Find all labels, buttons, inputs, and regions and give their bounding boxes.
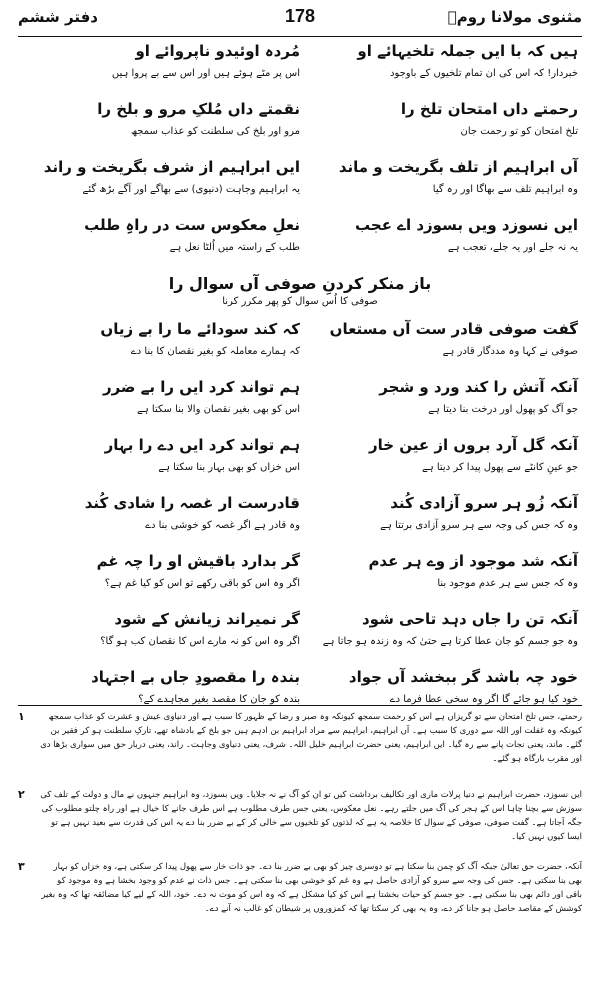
- footnote-divider: [18, 705, 582, 706]
- verse-first-hemistich: رحمتے داں امتحان تلخ را: [400, 100, 578, 118]
- footnote-number: ۳: [18, 860, 25, 873]
- verse-first-hemistich: ایں نسوزد ویں بسوزد اے عجب: [355, 216, 578, 234]
- translation-first: تلخ امتحان کو تو رحمت جان: [460, 126, 578, 137]
- verse-first-hemistich: آنکہ آتش را کند ورد و شجر: [379, 378, 578, 396]
- translation-first: وہ کہ جس سے ہر عدم موجود بنا: [437, 578, 578, 589]
- couplet: [22, 492, 578, 550]
- footnote-number: ۲: [18, 788, 25, 801]
- translation-second: مرو اور بلخ کی سلطنت کو عذاب سمجھ: [130, 126, 300, 137]
- header-divider: [18, 36, 582, 37]
- verse-first-hemistich: آنکہ شد موجود از وے ہر عدم: [368, 552, 578, 570]
- translation-second: یہ ابراہیم وجاہت (دنیوی) سے بھاگے اور آگے بڑھ گئے: [82, 184, 300, 195]
- verse-second-hemistich: قادرست ار غصہ را شادی کُند: [84, 494, 300, 512]
- translation-second: طلب کے راستہ میں اُلٹا نعل ہے: [169, 242, 300, 253]
- couplet: [22, 550, 578, 608]
- footnote: [18, 788, 582, 844]
- verse-first-hemistich: خود چہ باشد گر ببخشد آں جواد: [348, 668, 578, 686]
- translation-second: اس کو بھی بغیر نقصان والا بنا سکتا ہے: [137, 404, 300, 415]
- translation-first: خود کیا ہو جائے گا اگر وہ سخی عطا فرما دے: [389, 694, 578, 705]
- verse-second-hemistich: نقمتے داں مُلکِ مرو و بلخ را: [97, 100, 300, 118]
- translation-second: اس خزاں کو بھی بہار بنا سکتا ہے: [158, 462, 300, 473]
- verse-first-hemistich: آں ابراہیم از تلف بگریخت و ماند: [338, 158, 578, 176]
- translation-first: وہ کہ جس کی وجہ سے ہر سرو آزادی برتتا ہے: [380, 520, 578, 531]
- page-header: [18, 4, 582, 34]
- verse-first-hemistich: آنکہ زُو ہر سرو آزادی کُند: [390, 494, 578, 512]
- verse-section: [22, 40, 578, 704]
- couplet: [22, 434, 578, 492]
- volume-title: دفتر ششم: [18, 8, 98, 26]
- translation-second: اگر وہ اس کو نہ مارے اس کا نقصان کب ہو گا؟: [100, 636, 300, 647]
- verse-second-hemistich: بندہ را مقصودِ جاں بے اجتہاد: [91, 668, 300, 686]
- book-title: مثنوی مولانا رومؒ: [447, 8, 582, 26]
- footnote-number: ۱: [18, 710, 25, 723]
- couplet: [22, 376, 578, 434]
- translation-first: وہ ابراہیم تلف سے بھاگا اور رہ گیا: [432, 184, 578, 195]
- verse-second-hemistich: مُردہ اوئیدو ناپروائے او: [135, 42, 300, 60]
- translation-second: اگر وہ اس کو باقی رکھے تو اس کو کیا غم ہے؟: [104, 578, 300, 589]
- verse-second-hemistich: نعلِ معکوس ست در راہِ طلب: [84, 216, 300, 234]
- couplet: [22, 608, 578, 666]
- couplet: [22, 40, 578, 98]
- footnote-text: آنکہ، حضرت حق تعالیٰ جبکہ آگ کو چمن بنا سکتا ہے تو دوسری چیز کو بھی بے ضرر بنا دے۔ جو ذات خار سے پھول پیدا کر سکتی ہے، وہ خزاں کو بہار بھی بنا سکتی ہے۔ جس کی وجہ سے سرو کو آزادی حاصل ہے وہ غم کو خوشی بھی بنا سکتی ہے۔ جس ذات نے عدم کو وجود بخشا ہے وہ موجود کو باقی اور دائم بھی بنا سکتی ہے۔ جو جسم کو حیات بخشتا ہے اس کو کیا مشکل ہے کہ وہ اس کو موت نہ دے۔ خود، اللہ کے لیے کیا مضائقہ تھا کہ وہ بغیر کوشش کے مقاصد حاصل ہو جانا کر دے، وہ یہ بھی کر سکتا تھا کہ کمزوروں پر شیطان کو غالب نہ آنے دے۔: [41, 862, 582, 914]
- footnote: [18, 860, 582, 916]
- couplet: [22, 156, 578, 214]
- footnote-text: ایں نسوزد، حضرت ابراہیم نے دنیا پرلات ماری اور تکالیف برداشت کیں تو ان کو آگ نے نہ جلایا۔ ویں بسوزد، وہ ابراہیم جنہوں نے مال و دولت کے تلف کی سوزش سے بچنا چاہا اس کے ہجر کی آگ میں جلتے رہے۔ نعل معکوس، یعنی جس طرف مطلوب ہے اس طرف جانے کا خیال ہے اور راہ چلتو مطلوب کی جگہ آجاتا ہے۔ گفت صوفی، صوفی کے سوال کا خلاصہ یہ ہے کہ لذتوں کو تلخیوں سے خالی کر کے بے ضرر بنا دے یہ اس کی قدرت سے بعید نہیں ہے تو ایسا کیوں نہیں کیا۔: [40, 790, 582, 842]
- translation-second: بندہ کو جان کا مقصد بغیر مجاہدے کے؟: [138, 694, 300, 705]
- translation-second: وہ قادر ہے اگر غصہ کو خوشی بنا دے: [145, 520, 300, 531]
- verse-second-hemistich: ہم تواند کرد ایں دے را بہار: [104, 436, 300, 454]
- verse-first-hemistich: ہیں کہ با ایں جملہ تلخیہائے او: [357, 42, 578, 60]
- footnote: [18, 710, 582, 766]
- translation-first: جو عینِ کانٹے سے پھول پیدا کر دیتا ہے: [421, 462, 578, 473]
- translation-first: جو آگ کو پھول اور درخت بنا دیتا ہے: [428, 404, 578, 415]
- verse-first-hemistich: آنکہ تن را جاں دہد تاحی شود: [361, 610, 578, 628]
- translation-first: صوفی نے کہا وہ مددگار قادر ہے: [442, 346, 578, 357]
- verse-second-hemistich: ایں ابراہیم از شرف بگریخت و راند: [43, 158, 300, 176]
- verse-second-hemistich: کہ کند سودائے ما را بے زیاں: [100, 320, 300, 338]
- footnote-text: رحمتے، جس تلخ امتحان سے تو گریزاں ہے اس کو رحمت سمجھ کیونکہ وہ صبر و رضا کے ظہور کا سبب ہے اور دنیاوی عیش و عشرت کو عذاب سمجھ کیونکہ وہ غفلت اور اللہ سے دوری کا سبب ہے۔ آں ابراہیم، ابراہیم سے مراد ابراہیم بن ادہم ہیں جو بلخ کے بادشاہ تھے، تارکِ سلطنت ہو کر فقیر بن گئے۔ ماند، یعنی نجات پانے سے رہ گیا۔ ایں ابراہیم، یعنی حضرت ابراہیم خلیل اللہ۔ شرف، یعنی دنیاوی وجاہت۔ راند، یعنی دربار حق میں سواری بڑھا دی اور مقرب بارگاہ ہو گئے۔: [40, 712, 582, 764]
- couplet: [22, 98, 578, 156]
- translation-first: وہ جو جسم کو جان عطا کرتا ہے حتیٰ کہ وہ زندہ ہو جاتا ہے: [322, 636, 578, 647]
- verse-first-hemistich: گفت صوفی قادر ست آں مستعاں: [329, 320, 578, 338]
- couplet: [22, 318, 578, 376]
- couplet: [22, 214, 578, 272]
- page-number: 178: [284, 6, 316, 26]
- verse-first-hemistich: آنکہ گل آرد بروں از عین خار: [368, 436, 578, 454]
- verse-second-hemistich: ہم تواند کرد ایں را بے ضرر: [102, 378, 300, 396]
- section-heading-translation: صوفی کا اُس سوال کو پھر مکرر کرنا: [222, 296, 378, 307]
- translation-first: یہ نہ جلے اور یہ جلے، تعجب ہے: [447, 242, 578, 253]
- verse-second-hemistich: گر نمیراند زیانش کے شود: [114, 610, 300, 628]
- translation-first: خبردار! کہ اس کی ان تمام تلخیوں کے باوجود: [390, 68, 578, 79]
- translation-second: اس پر مٹے ہوئے ہیں اور اس سے بے پروا ہیں: [111, 68, 300, 79]
- verse-second-hemistich: گر بدارد باقیش او را چہ غم: [96, 552, 300, 570]
- section-heading: باز منکر کردنِ صوفی آں سوال را: [168, 274, 432, 293]
- translation-second: کہ ہمارے معاملہ کو بغیر نقصان کا بنا دے: [130, 346, 300, 357]
